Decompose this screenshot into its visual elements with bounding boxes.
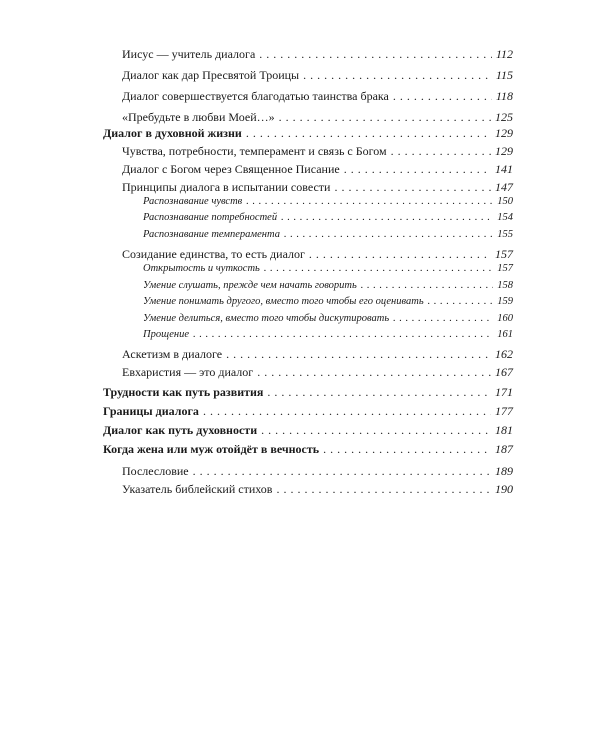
toc-entry-title: Указатель библейский стихов (122, 482, 273, 496)
toc-entry (122, 464, 513, 479)
toc-entry-page: 167 (495, 365, 513, 379)
toc-entry-title: Границы диалога (103, 404, 199, 418)
toc-entry (122, 89, 513, 104)
toc-entry (143, 280, 513, 291)
toc-entry-page: 187 (495, 442, 513, 456)
toc-entry-title: Прощение (143, 329, 190, 340)
toc-entry-page: 125 (495, 110, 513, 124)
dot-leader (193, 329, 493, 340)
toc-entry-page: 177 (495, 404, 513, 418)
toc-entry-page: 171 (495, 385, 513, 399)
toc-entry-page: 118 (495, 89, 513, 103)
toc-entry-title: Чувства, потребности, темперамент и связь с Богом (122, 144, 387, 158)
toc-entry-title: «Пребудьте в любви Моей…» (122, 110, 275, 124)
dot-leader (393, 313, 493, 324)
toc-entry-page: 157 (495, 247, 513, 261)
toc-entry-page: 155 (497, 229, 513, 240)
dot-leader (334, 180, 491, 195)
dot-leader (267, 385, 491, 400)
dot-leader (264, 263, 493, 274)
toc-entry (103, 126, 513, 141)
dot-leader (309, 247, 491, 262)
toc-entry (143, 296, 513, 307)
toc-entry (122, 180, 513, 195)
toc-entry (143, 313, 513, 324)
toc-entry-title: Диалог совершествуется благодатью таинства брака (122, 89, 389, 103)
toc-entry-title: Когда жена или муж отойдёт в вечность (103, 442, 320, 456)
dot-leader (323, 442, 491, 457)
toc-entry-title: Созидание единства, то есть диалог (122, 247, 305, 261)
toc-entry-title: Иисус — учитель диалога (122, 47, 256, 61)
dot-leader (279, 110, 491, 125)
toc-entry-title: Распознавание темперамента (143, 229, 280, 240)
toc-entry-title: Распознавание потребностей (143, 212, 278, 223)
toc-entry-title: Евхаристия — это диалог (122, 365, 254, 379)
dot-leader (344, 162, 491, 177)
toc-entry-title: Диалог как дар Пресвятой Троицы (122, 68, 300, 82)
toc-entry-title: Распознавание чувств (143, 196, 243, 207)
toc-entry-page: 147 (495, 180, 513, 194)
dot-leader (284, 229, 493, 240)
dot-leader (391, 144, 491, 159)
dot-leader (246, 126, 491, 141)
toc-entry (103, 423, 513, 438)
toc-entry (122, 482, 513, 497)
toc-entry-page: 141 (495, 162, 513, 176)
dot-leader (261, 423, 491, 438)
toc-entry-title: Принципы диалога в испытании совести (122, 180, 331, 194)
dot-leader (428, 296, 494, 307)
toc-entry (122, 162, 513, 177)
dot-leader (226, 347, 491, 362)
toc-entry-page: 115 (495, 68, 513, 82)
dot-leader (259, 47, 492, 62)
toc-entry (143, 212, 513, 223)
dot-leader (203, 404, 491, 419)
toc-entry (122, 110, 513, 125)
toc-entry (122, 247, 513, 262)
toc-entry (122, 347, 513, 362)
toc-entry-page: 157 (497, 263, 513, 274)
toc-entry-page: 161 (497, 329, 513, 340)
dot-leader (303, 68, 492, 83)
toc-entry-title: Диалог как путь духовности (103, 423, 258, 437)
toc-entry-title: Послесловие (122, 464, 189, 478)
toc-entry-title: Умение делиться, вместо того чтобы дискутировать (143, 313, 390, 324)
dot-leader (246, 196, 493, 207)
toc-entry-title: Умение понимать другого, вместо того чтобы его оценивать (143, 296, 424, 307)
dot-leader (276, 482, 491, 497)
toc-entry (103, 404, 513, 419)
toc-entry-page: 150 (497, 196, 513, 207)
toc-entry (103, 442, 513, 457)
dot-leader (361, 280, 493, 291)
toc-entry (143, 196, 513, 207)
toc-entry-page: 162 (495, 347, 513, 361)
toc-entry-title: Умение слушать, прежде чем начать говорить (143, 280, 357, 291)
toc-entry-page: 129 (495, 144, 513, 158)
toc-entry-page: 154 (497, 212, 513, 223)
toc-entry-page: 190 (495, 482, 513, 496)
toc-entry-page: 159 (497, 296, 513, 307)
toc-entry (103, 385, 513, 400)
toc-entry (143, 263, 513, 274)
toc-entry-title: Диалог с Богом через Священное Писание (122, 162, 340, 176)
toc-entry (122, 47, 513, 62)
toc-entry-title: Трудности как путь развития (103, 385, 264, 399)
toc-entry-title: Аскетизм в диалоге (122, 347, 223, 361)
toc-entry-title: Открытость и чуткость (143, 263, 260, 274)
dot-leader (281, 212, 493, 223)
toc-entry-page: 160 (497, 313, 513, 324)
toc-entry-page: 158 (497, 280, 513, 291)
toc-entry-page: 181 (495, 423, 513, 437)
toc-entry (143, 229, 513, 240)
toc-entry (122, 68, 513, 83)
toc-entry (122, 144, 513, 159)
toc-entry-page: 189 (495, 464, 513, 478)
toc-entry (143, 329, 513, 340)
toc-entry (122, 365, 513, 380)
toc-entry-page: 112 (495, 47, 513, 61)
dot-leader (393, 89, 492, 104)
dot-leader (193, 464, 491, 479)
toc-entry-page: 129 (495, 126, 513, 140)
dot-leader (257, 365, 491, 380)
toc-entry-title: Диалог в духовной жизни (103, 126, 242, 140)
